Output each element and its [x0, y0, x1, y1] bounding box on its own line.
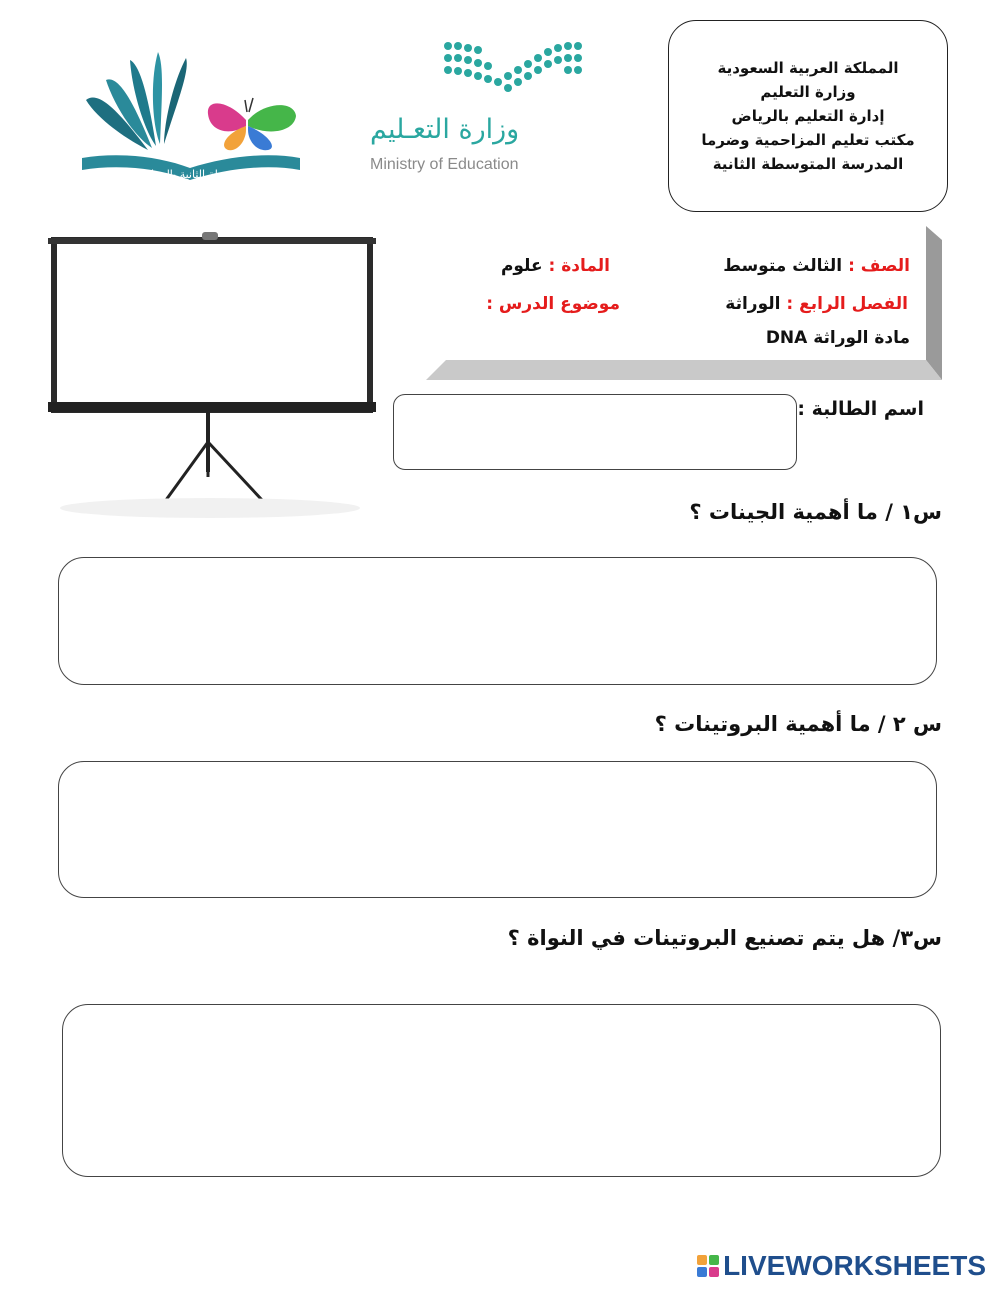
header-box	[668, 20, 948, 212]
butterfly-icon	[208, 98, 296, 150]
subject-value: علوم	[500, 256, 543, 276]
school-logo	[78, 40, 303, 192]
liveworksheets-brand[interactable]	[697, 1250, 986, 1282]
answer-3-box[interactable]	[62, 1004, 941, 1177]
moe-dots-icon	[360, 36, 590, 116]
question-1-text: س١ / ما أهمية الجينات ؟	[689, 500, 942, 524]
topic-value: مادة الوراثة DNA	[765, 328, 910, 348]
header-line-ministry: وزارة التعليم	[760, 83, 856, 101]
answer-1-box[interactable]	[58, 557, 937, 685]
projector-screen-image	[44, 232, 376, 522]
liveworksheets-logo-icon	[697, 1255, 719, 1277]
grade-row	[723, 256, 910, 276]
school-logo-text: لمتوسطة الثانية بالمزاحمية	[128, 168, 252, 181]
header-line-country: المملكة العربية السعودية	[717, 59, 899, 77]
chapter-row	[725, 294, 908, 314]
chapter-value: الوراثة	[725, 294, 781, 314]
header-line-office: مكتب تعليم المزاحمية وضرما	[701, 131, 915, 149]
moe-logo-english: Ministry of Education	[370, 156, 519, 173]
header-line-school: المدرسة المتوسطة الثانية	[712, 155, 904, 173]
grade-label: الصف :	[848, 256, 910, 276]
lesson-info-panel	[426, 226, 946, 386]
chapter-label: الفصل الرابع :	[786, 294, 908, 314]
student-name-label: اسم الطالبة :	[797, 398, 924, 420]
answer-2-box[interactable]	[58, 761, 937, 898]
topic-label: موضوع الدرس :	[486, 294, 620, 314]
student-name-input[interactable]	[393, 394, 797, 470]
header-line-directorate: إدارة التعليم بالرياض	[731, 107, 885, 125]
grade-value: الثالث متوسط	[723, 256, 843, 276]
question-3-text: س٣/ هل يتم تصنيع البروتينات في النواة ؟	[507, 926, 942, 950]
question-2-text: س ٢ / ما أهمية البروتينات ؟	[654, 712, 942, 736]
moe-logo-arabic: وزارة التعـليم	[370, 114, 520, 145]
liveworksheets-text: LIVEWORKSHEETS	[723, 1250, 986, 1281]
subject-label: المادة :	[548, 256, 610, 276]
topic-row	[486, 294, 620, 314]
moe-logo	[360, 36, 590, 186]
subject-row	[501, 256, 610, 276]
